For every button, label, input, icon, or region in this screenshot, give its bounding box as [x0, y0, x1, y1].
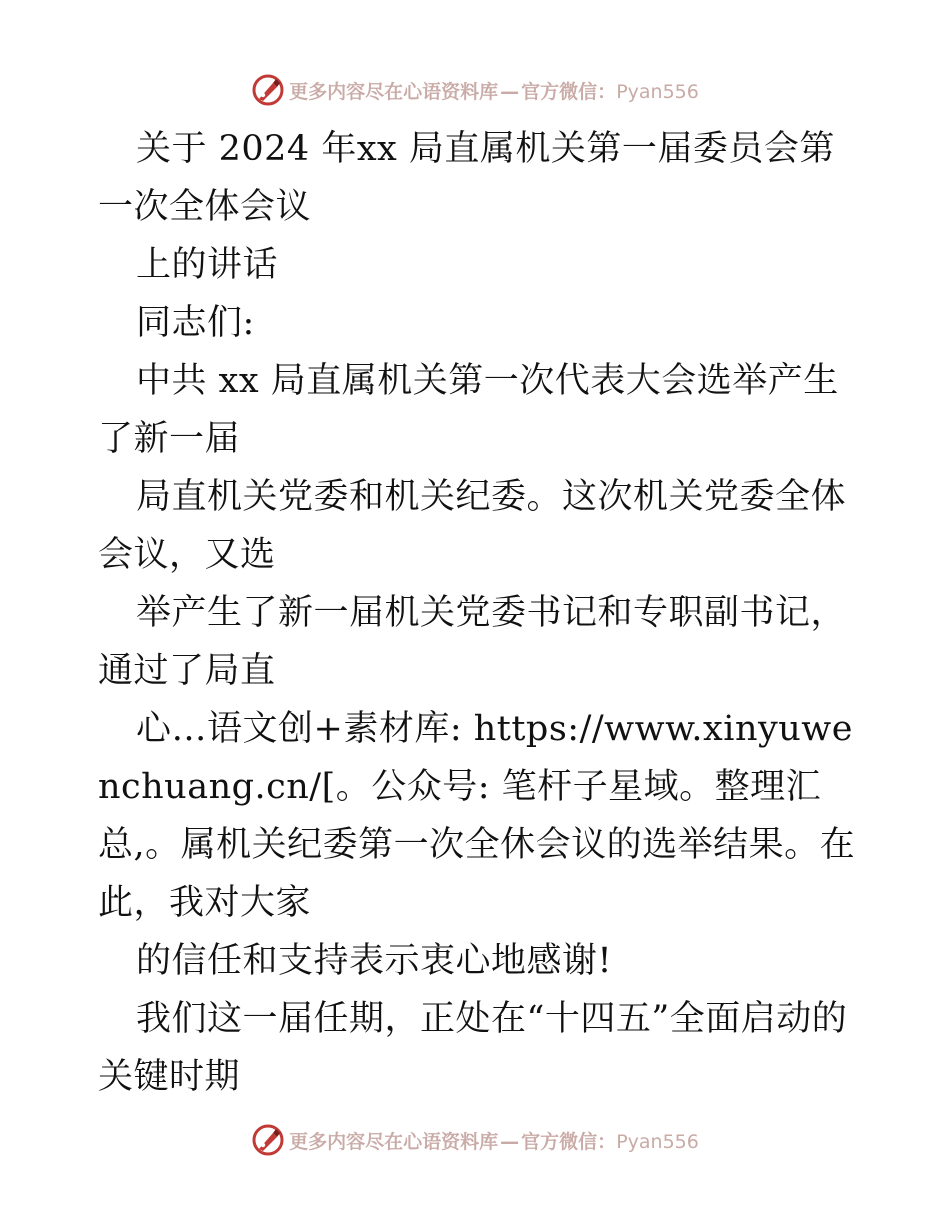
document-body — [98, 120, 858, 1106]
pen-logo-icon — [251, 1123, 285, 1157]
banner-separator: — — [500, 80, 520, 103]
paragraph-salutation: 同志们: — [136, 303, 255, 343]
banner-text — [289, 1127, 699, 1154]
pen-logo-icon — [251, 73, 285, 107]
paragraph-body: 中共 xx 局直属机关第一次代表大会选举产生了新一届 — [98, 361, 839, 459]
header-banner — [0, 70, 950, 110]
paragraph-body: 局直机关党委和机关纪委。这次机关党委全体会议，又选 — [98, 477, 847, 575]
banner-handle: Pyan556 — [616, 80, 699, 103]
banner-suffix: 官方微信： — [521, 1130, 617, 1153]
banner-title: 更多内容尽在心语资料库 — [289, 1130, 499, 1153]
banner-separator: — — [500, 1130, 520, 1153]
footer-banner — [0, 1120, 950, 1160]
paragraph-subtitle: 上的讲话 — [136, 245, 279, 285]
paragraph-title: 关于 2024 年xx 局直属机关第一届委员会第一次全体会议 — [98, 129, 835, 227]
banner-text — [289, 77, 699, 104]
banner-title: 更多内容尽在心语资料库 — [289, 80, 499, 103]
paragraph-body: 心…语文创+素材库: https://www.xinyuwenchuang.cn/[。公众号: 笔杆子星域。整理汇总,。属机关纪委第一次全休会议的选举结果。在此，我对大家 — [98, 709, 856, 923]
paragraph-body: 的信任和支持表示衷心地感谢! — [136, 941, 613, 981]
paragraph-body: 我们这一届任期，正处在“十四五”全面启动的关键时期 — [98, 999, 848, 1097]
banner-handle: Pyan556 — [616, 1130, 699, 1153]
banner-suffix: 官方微信： — [521, 80, 617, 103]
paragraph-body: 举产生了新一届机关党委书记和专职副书记，通过了局直 — [98, 593, 847, 691]
